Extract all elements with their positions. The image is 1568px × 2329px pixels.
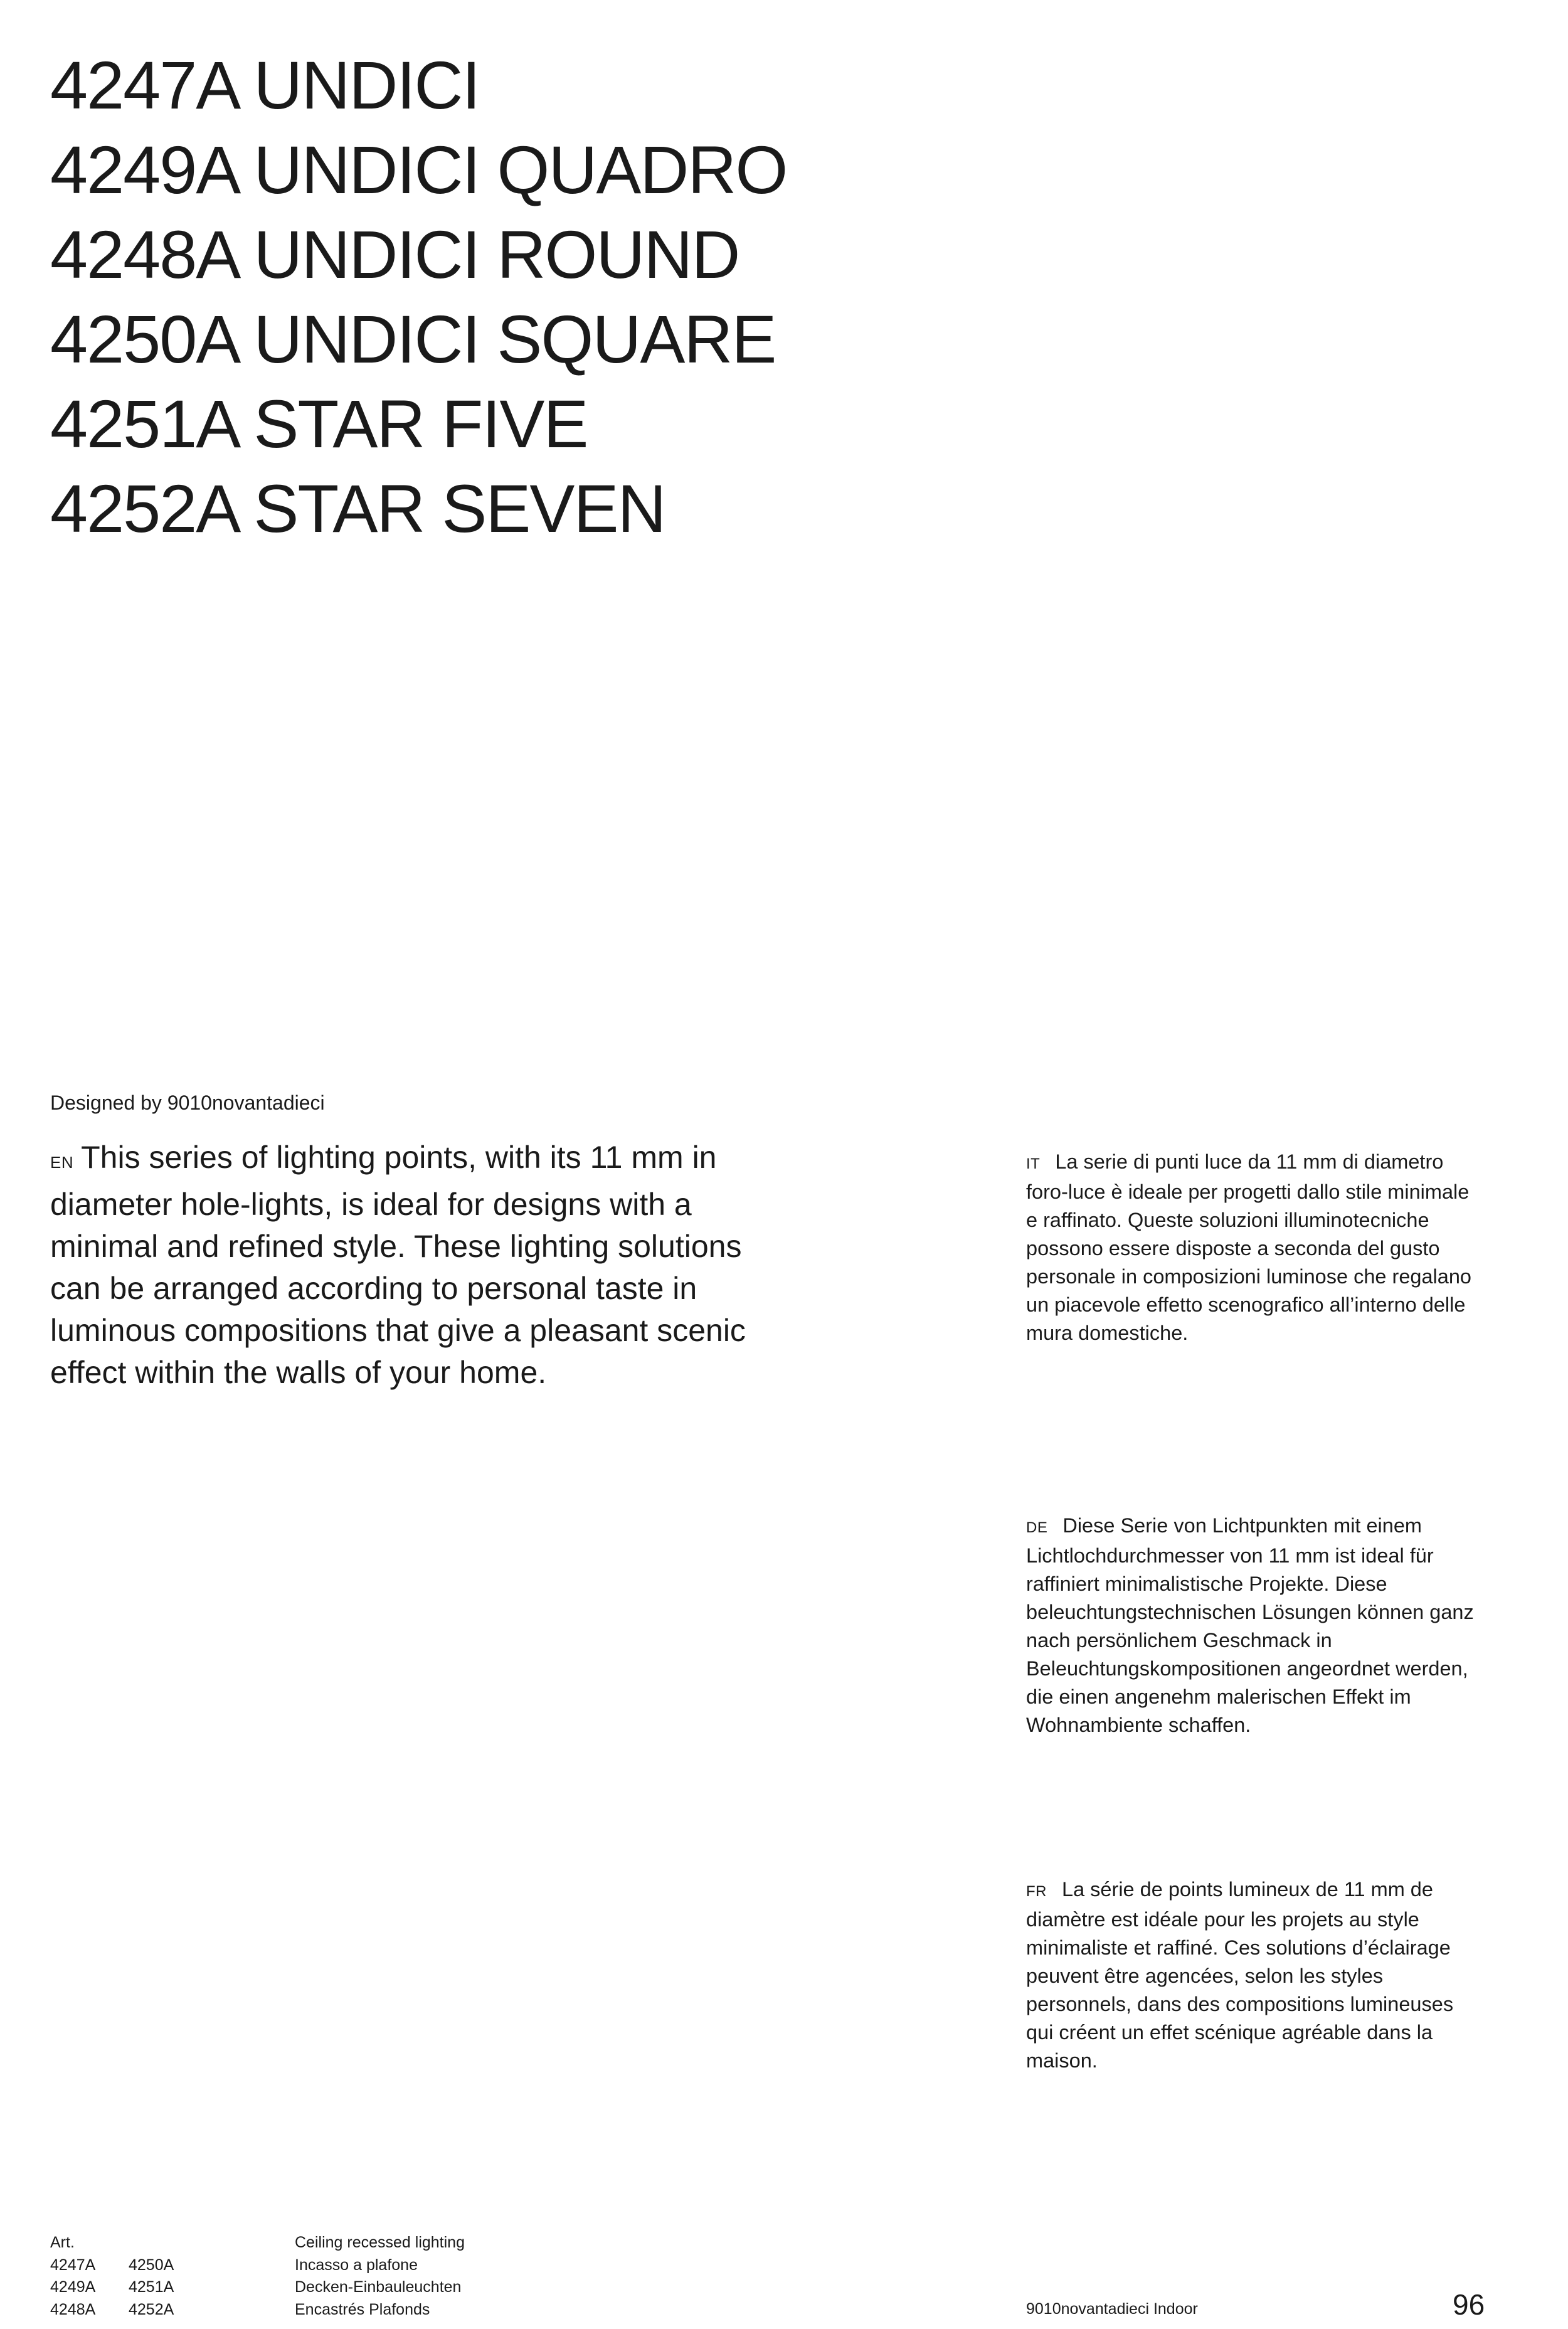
product-title: 4248A UNDICI ROUND xyxy=(50,216,739,292)
description-en xyxy=(50,1137,765,1394)
description-it-text: La serie di punti luce da 11 mm di diametro foro-luce è ideale per progetti dallo stile minimale e raffinato. Queste soluzioni illuminotecniche possono essere disposte a seconda del gusto personale in composizioni luminose che regalano un piacevole effetto scenografico all’interno delle mura domestiche. xyxy=(1026,1150,1472,1344)
description-de-text: Diese Serie von Lichtpunkten mit einem Lichtlochdurchmesser von 11 mm ist ideal für raffiniert minimalistische Projekte. Diese beleuchtungstechnischen Lösungen können ganz nach persönlichem Geschmack in Beleuchtungskompositionen angeordnet werden, die einen angenehm malerischen Effekt im Wohnambiente schaffen. xyxy=(1026,1514,1474,1736)
product-title: 4250A UNDICI SQUARE xyxy=(50,301,776,377)
description-fr-text: La série de points lumineux de 11 mm de diamètre est idéale pour les projets au style minimaliste et raffiné. Ces solutions d’éclairage peuvent être agencées, selon les styles personnels, dans des compositions lumineuses qui créent un effet scénique agréable dans la maison. xyxy=(1026,1878,1454,2072)
product-title: 4249A UNDICI QUADRO xyxy=(50,132,787,208)
brand-footer: 9010novantadieci Indoor xyxy=(1026,2300,1198,2318)
article-code: 4247A xyxy=(50,2256,96,2274)
article-code: 4249A xyxy=(50,2278,96,2296)
category-label: Encastrés Plafonds xyxy=(295,2300,430,2318)
product-title: 4247A UNDICI xyxy=(50,47,480,123)
category-label: Decken-Einbauleuchten xyxy=(295,2278,462,2296)
description-de xyxy=(1026,1512,1478,1739)
product-title-list xyxy=(50,43,1054,551)
category-column xyxy=(295,2232,465,2321)
article-code: 4250A xyxy=(129,2256,174,2274)
category-label: Incasso a plafone xyxy=(295,2256,418,2274)
language-code-en: EN xyxy=(50,1153,74,1172)
description-en-text: This series of lighting points, with its 11 mm in diameter hole-lights, is ideal for designs with a minimal and refined style. These lighting solutions can be arranged according to personal taste in luminous compositions that give a pleasant scenic effect within the walls of your home. xyxy=(50,1140,746,1390)
designer-credit: Designed by 9010novantadieci xyxy=(50,1091,325,1114)
category-label: Ceiling recessed lighting xyxy=(295,2234,465,2251)
article-code: 4251A xyxy=(129,2278,174,2296)
language-code-fr: FR xyxy=(1026,1883,1047,1900)
article-code: 4248A xyxy=(50,2300,96,2318)
product-title: 4252A STAR SEVEN xyxy=(50,470,665,546)
page-number: 96 xyxy=(1453,2288,1485,2321)
language-code-de: DE xyxy=(1026,1519,1048,1536)
article-label: Art. xyxy=(50,2234,75,2251)
article-codes-column-a xyxy=(50,2232,95,2321)
description-it xyxy=(1026,1148,1478,1347)
article-spacer xyxy=(129,2232,174,2254)
article-code: 4252A xyxy=(129,2300,174,2318)
language-code-it: IT xyxy=(1026,1155,1041,1172)
article-codes-column-b xyxy=(129,2232,174,2321)
product-title: 4251A STAR FIVE xyxy=(50,386,588,462)
description-fr xyxy=(1026,1875,1478,2075)
